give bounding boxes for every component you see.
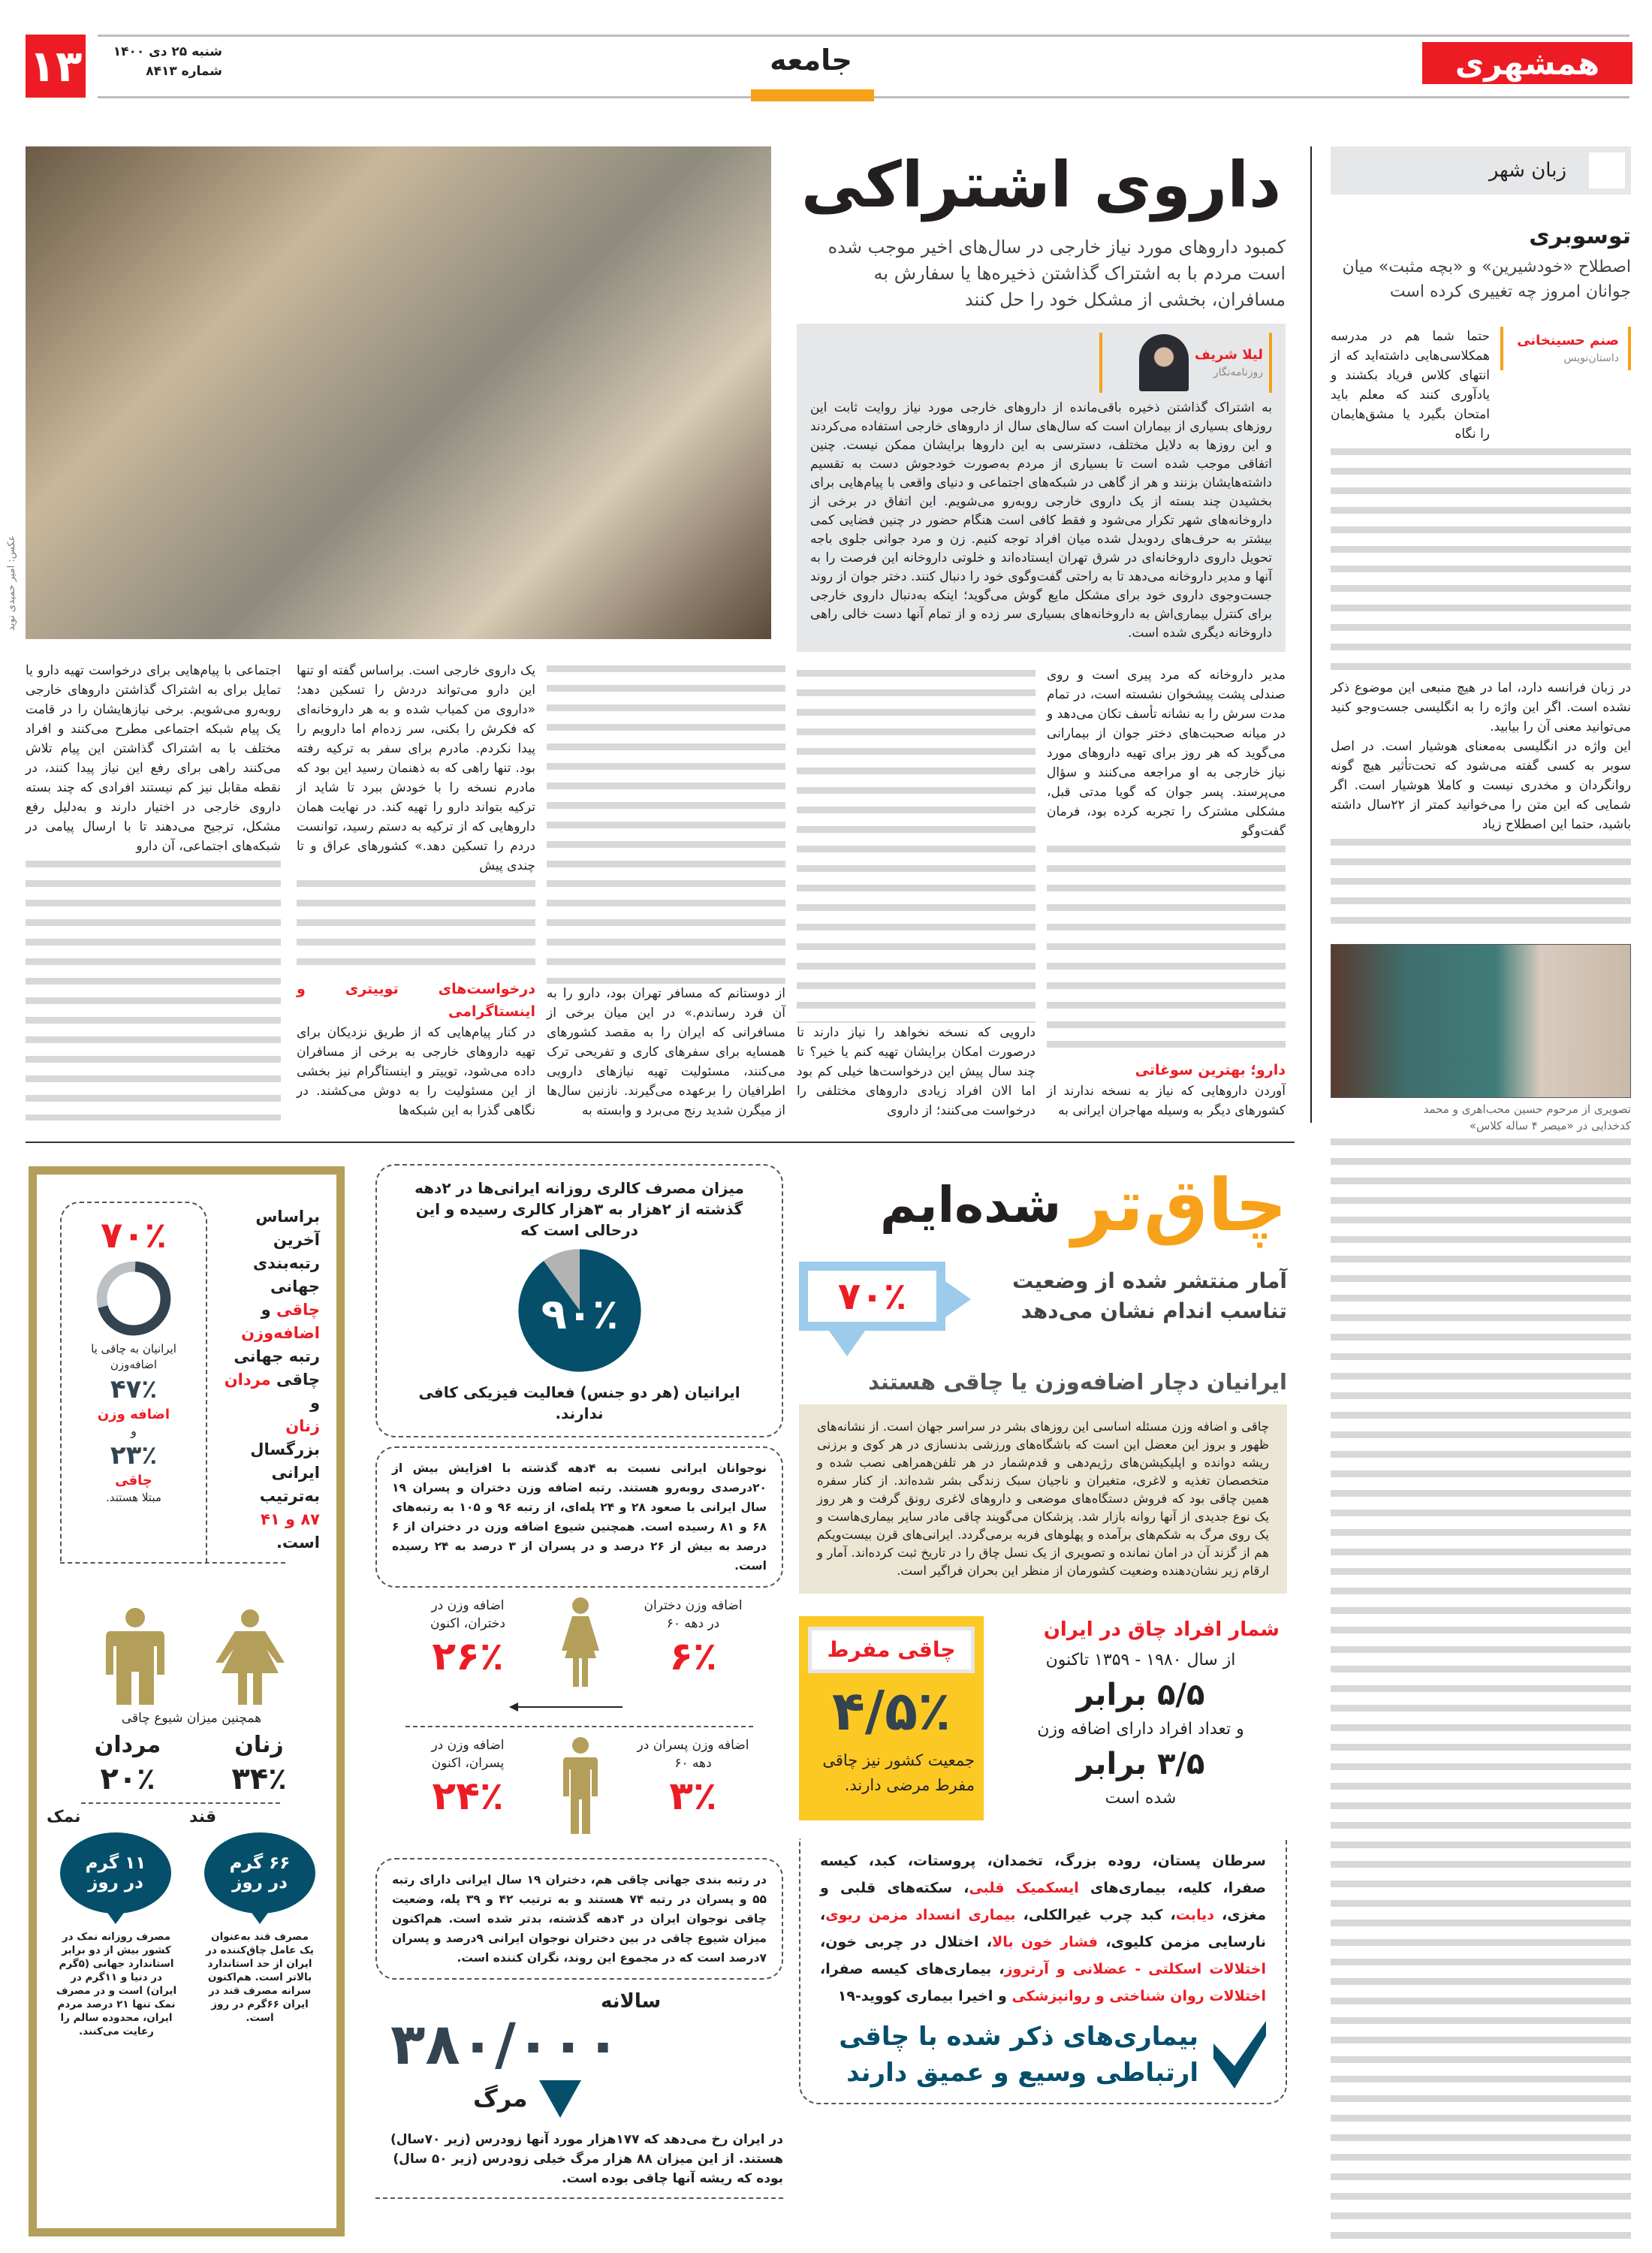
article-column-5: [26, 661, 281, 1120]
diseases-list: [820, 1847, 1266, 2010]
lead-text: به اشتراک گذاشتن ذخیره باقی‌مانده از داروهای خارجی مورد نیاز روایت ثابت این روزهای بسیاری از بیماران است که سال‌های سال از داروهای خارجی استفاده می‌کردند و این روزها به دلایل مختلف، دسترسی به این داروها برایشان ممکن نیست. چنین اتفاقی موجب شده است تا بسیاری از مردم به‌صورت خودجوش دست به تقسیم داشته‌هایشان بزنند و هر از گاهی در شبکه‌های اجتماعی و دنیای واقعی با پیام‌هایی برای بخشیدن چند بسته از یک داروی خارجی روبه‌رو می‌شویم. این اتفاق در برخی از داروخانه‌های شهر تکرار می‌شود و فقط کافی است هنگام حضور در چنین فضایی کمی بیشتر به حرف‌های ردوبدل شده میان افراد توجه کنیم. زن و مرد جوانی جلوی باجه تحویل داروی داروخانه‌ای در شرق تهران ایستاده‌اند و خلوتی داروخانه این فرصت را به آنها و مدیر داروخانه می‌دهد تا به راحتی گفت‌وگوی خود را دنبال کنند. دختر جوان از روند جست‌وجوی داروی خود برای مشکل مایع گوش می‌گوید؛ اینکه به‌دنبال داروی خارجی برای کنترل بیماری‌اش به داروخانه‌های بسیاری سر زده و از تمام آنها دست خالی راهی داروخانه دیگری شده است.: [810, 400, 1272, 641]
women-label: زنان: [234, 1732, 284, 1758]
girl-figure-icon: [560, 1597, 601, 1687]
deaths-value: ۳۸۰/۰۰۰: [390, 2010, 621, 2077]
salt-text: مصرف روزانه نمک در کشور بیش از دو برابر استاندارد جهانی (۵گرم در دنیا و ۱۱گرم در ایران) است و در مصرف نمک تنها ۲۱ درصد مردم ایران، محدوده سالم را رعایت می‌کنند.: [56, 1931, 177, 2037]
sugar-tag: قند: [189, 1808, 217, 1826]
column-body-text: [297, 880, 535, 970]
women-value: ۳۴٪: [231, 1762, 287, 1796]
lead-box: [797, 324, 1286, 652]
author-role: داستان‌نویس: [1563, 352, 1619, 364]
sugar-bubble-tail-icon: [248, 1908, 272, 1924]
article-columns-right: [797, 665, 1286, 1120]
arrow-left-icon: [514, 1706, 623, 1708]
section-divider: [26, 1142, 1295, 1143]
deaths-annual-label: سالانه: [601, 1990, 662, 2013]
deaths-figure: [375, 1989, 783, 2121]
author-name: صنم حسینخانی: [1517, 333, 1619, 348]
column-subheading: درخواست‌های توییتری و اینستاگرامی: [297, 981, 535, 1020]
ranking-line: زنان بزرگسال: [250, 1417, 320, 1458]
check-icon: [1213, 2021, 1266, 2089]
obese-count-value-2: ۳/۵ برابر: [1076, 1747, 1205, 1781]
sidebar-body-text: [1331, 839, 1631, 936]
sidebar-photo: [1331, 944, 1631, 1098]
ranking-line: ۸۷ و ۴۱: [261, 1510, 320, 1528]
sidebar-body-text: [1331, 448, 1631, 674]
article-column-1: [1047, 665, 1286, 1120]
disease-text: سرطان پستان، روده بزرگ، تخمدان، پروستات، کبد، کیسه صفرا، کلیه، بیماری‌های: [820, 1853, 1266, 1896]
donut-label: ایرانیان به چاقی یا اضافه‌وزن: [91, 1342, 176, 1371]
lead-author-role: روزنامه‌نگار: [1213, 366, 1263, 379]
ranking-line: چاقی مردان و: [224, 1371, 320, 1412]
ranking-box: در رتبه بندی جهانی چاقی هم، دختران ۱۹ سال ایرانی دارای رتبه ۵۵ و پسران در رتبه ۷۴ هستند و به ترتیب ۴۲ و ۳۹ پله، وضعیت چاقی نوجوان ایران در ۴دهه گذشته، بدتر شده است. هم‌اکنون میزان شیوع چاقی در بین دختران نوجوان ایرانی ۹درصد و پسران ۷درصد است که در مجموع این روند، نگران کننده است.: [375, 1858, 783, 1980]
article-subheadline: کمبود داروهای مورد نیاز خارجی در سال‌های اخیر موجب شده است مردم با به اشتراک گذاشتن ذخیره‌ها یا سفارش به مسافران، بخشی از مشکل خود را حل کنند: [828, 237, 1286, 310]
girls-row: [411, 1597, 749, 1717]
ranking-line: به‌ترتیب: [259, 1487, 320, 1505]
deaths-text: در ایران رخ می‌دهد که ۱۷۷هزار مورد آنها زودرس (زیر ۷۰سال) هستند. از این میزان ۸۸ هزار مرگ خیلی زودرس (زیر ۵۰ سال) بوده که ریشه آنها چاقی بوده است.: [390, 2132, 783, 2186]
arrow-head-icon: [509, 1703, 518, 1712]
deaths-separator: [375, 2197, 783, 2199]
column-text: اجتماعی با پیام‌هایی برای درخواست تهیه دارو یا تمایل برای به اشتراک گذاشتن داروهای خارجی روبه‌رو می‌شویم. برخی نیازهایشان را در قامت یک پیام شبکه اجتماعی مطرح می‌کنند و افراد مختلف با به اشتراک گذاشتن این پیام تلاش می‌کنند راهی برای رفع این نیاز پیدا کنند، در نقطه مقابل نیز کم نیستند افرادی که چند بسته داروی خارجی در اختیار دارند و به‌دلیل رفع مشکل، ترجیح می‌دهند تا با ارسال پیامی در شبکه‌های اجتماعی، آن دارو: [26, 663, 281, 854]
issue-date: شنبه ۲۵ دی ۱۴۰۰: [113, 44, 222, 59]
disease-highlight: بیماری انسداد مزمن ریوی: [825, 1907, 1016, 1923]
lead-author-name: لیلا شریف: [1194, 347, 1263, 363]
obese-count-period: از سال ۱۹۸۰ - ۱۳۵۹ تاکنون: [1045, 1651, 1236, 1669]
callout-box: [799, 1262, 945, 1331]
headline-black: شده‌ایم: [880, 1176, 1062, 1234]
article-column-4: [297, 661, 535, 1120]
woman-figure-icon: [214, 1609, 286, 1705]
man-figure-icon: [101, 1607, 169, 1705]
obese-count-title: شمار افراد چاق در ایران: [1043, 1618, 1280, 1641]
severe-text: جمعیت کشور نیز چاقی مفرط مرضی دارند.: [822, 1751, 975, 1794]
column-body-text: [26, 861, 281, 1120]
ranking-lines: [215, 1205, 320, 1555]
overweight-value: ۴۷٪: [110, 1374, 158, 1404]
triangle-down-icon: [539, 2080, 581, 2118]
ranking-line: ایرانی: [271, 1464, 320, 1482]
boys-row: [411, 1736, 749, 1849]
column-text: از دوستانم که مسافر تهران بود، دارو را به آن فرد رساندم.» در این میان برخی از مسافرانی که ایران را به مقصد کشورهای همسایه برای سفرهای کاری و تفریحی ترک می‌کنند، مسئولیت تهیه نیازهای دارویی اطرافیان را برعهده می‌گیرند. نازنین سال‌ها از میگرن شدید رنج می‌برد و وابسته به: [547, 986, 785, 1118]
calorie-after: ایرانیان (هر دو جنس) فعالیت فیزیکی کافی ندارند.: [418, 1383, 740, 1422]
sidebar-text-3: این واژه در انگلیسی به‌معنای هوشیار است. در اصل سوبر به کسی گفته می‌شود که تحت‌تأثیر هیچ گونه روانگردان و مخدری نیست و کاملا هوشیار است. اگر شمایی که این متن را می‌خوانید کمتر از ۲۲سال داشته باشید، حتما این اصطلاح زیاد: [1331, 739, 1631, 832]
disease-highlight: فشار خون بالا: [992, 1934, 1098, 1950]
sugar-bubble: ۶۶ گرم در روز: [204, 1832, 315, 1914]
ranking-line: است.: [276, 1534, 320, 1552]
callout-text: آمار منتشر شده از وضعیت تناسب اندام نشان می‌دهد: [1012, 1268, 1287, 1323]
men-value: ۲۰٪: [100, 1762, 155, 1796]
ranking-line: آخرین: [273, 1231, 320, 1249]
ranking-line: رتبه جهانی: [234, 1347, 320, 1365]
intro-box: چاقی و اضافه وزن مسئله اساسی این روزهای بشر در سراسر جهان است. از نشانه‌های ظهور و بروز این معضل این است که باشگاه‌های ورزشی بدنسازی در هر کوی و برزنی ریشه دوانده و اپلیکیشن‌های رژیم‌دهی و قدم‌شمار در هر تلفن‌همراهی نصب شده و متخصصان تغذیه و لاغری، متغیران و ناجیان سبک زندگی بشر شده‌اند. از کنار سفره همین چاقی بود که فروش دستگاه‌های موضعی و داروهای لاغری رونق گرفت و هر روز یک نوع جدیدی از آنها روانه بازار شد. پزشکان می‌گویند چاقی مادر سایر بیماری‌هاست و یک روی مرگ به شکم‌های برآمده و پهلوهای فربه برمی‌گردد. ایرانی‌های قرن بیست‌ویکم هم از گزند آن در امان نمانده و تصویری از یک نسل چاق را در تاریخ ثبت کرده‌اند. آمار و ارقام زیر نشان‌دهنده وضعیت کشورمان از منظر این بحران فراگیر است.: [799, 1404, 1287, 1594]
teens-box: نوجوانان ایرانی نسبت به ۴دهه گذشته با افزایش بیش از ۲۰درصدی روبه‌رو هستند. رتبه اضافه وزن دختران و پسران ۱۹ سال ایرانی با صعود ۲۸ و ۲۴ پله‌ای، از رتبه ۹۶ و ۱۰۵ به رتبه‌های ۶۸ و ۸۱ رسیده است. همچنین شیوع اضافه وزن در دختران از ۶ درصد به بیش از ۲۶ درصد و در پسران از ۳ درصد به ۲۴ رسیده است.: [375, 1446, 783, 1588]
ranking-line: جهانی: [270, 1277, 320, 1295]
sidebar-body-text: [1331, 1139, 1631, 2242]
suffer-label: مبتلا هستند.: [106, 1491, 161, 1504]
author-byline: [1500, 327, 1631, 370]
callout-after: ایرانیان دچار اضافه‌وزن یا چاقی هستند: [868, 1369, 1287, 1395]
overweight-donut-chart: [94, 1259, 173, 1338]
calorie-box: [375, 1164, 783, 1437]
ranking-line: رتبه‌بندی: [252, 1254, 320, 1272]
disease-text: ، کبد چرب غیرالکلی،: [1015, 1907, 1176, 1923]
page-number: ۱۳: [26, 35, 86, 98]
sidebar: [1331, 146, 1631, 2242]
infographic-headline: [799, 1157, 1287, 1254]
severe-obesity-box: [799, 1616, 984, 1820]
disease-text: ، اختلال در چربی خون،: [820, 1934, 993, 1950]
column-title: زبان شهر: [1488, 159, 1566, 182]
lead-author-byline: [1099, 333, 1272, 393]
section-title: جامعه: [770, 44, 852, 77]
column-text: آوردن داروهایی که نیاز به نسخه ندارند از کشورهای دیگر به وسیله مهاجران ایرانی به: [1047, 1084, 1286, 1118]
boys-then-value: ۳٪: [669, 1774, 717, 1819]
column-body-text: [797, 670, 1036, 1023]
obese-count-mid: و تعداد افراد دارای اضافه وزن: [1037, 1720, 1244, 1739]
overweight-box: [60, 1202, 207, 1562]
obese-value: ۲۳٪: [110, 1440, 158, 1470]
salt-bubble-tail-icon: [104, 1908, 128, 1924]
gender-separator: [81, 1802, 280, 1804]
callout-pointer-icon: [945, 1281, 971, 1317]
calorie-title: میزان مصرف کالری روزانه ایرانی‌ها در ۲دهه گذشته از ۲هزار به ۳هزار کالری رسیده و این درحالی است که: [415, 1179, 744, 1239]
callout-value: ۷۰٪: [808, 1271, 936, 1322]
article-main: [797, 140, 1286, 1120]
gender-box-bottom: [60, 1562, 285, 1564]
infographic-right: [799, 1157, 1287, 2104]
obese-label: چاقی: [115, 1473, 152, 1488]
salt-bubble: ۱۱ گرم در روز: [60, 1832, 171, 1914]
section-accent-bar: [751, 89, 874, 101]
boys-now-value: ۲۴٪: [432, 1774, 504, 1819]
issue-number: شماره ۸۴۱۳: [146, 64, 222, 79]
sidebar-photo-caption: تصویری از مرحوم حسین محب‌اهری و محمد کدخدایی در «میصر ۴ ساله کلاس»: [1423, 1102, 1631, 1133]
callout: [799, 1262, 1287, 1359]
sidebar-title: توسوبری: [1529, 223, 1631, 249]
obese-count-end: شده است: [1105, 1789, 1177, 1808]
article-headline: داروی اشتراکی: [800, 148, 1282, 222]
infographic-middle: [375, 1164, 783, 2199]
sidebar-intro: [1331, 327, 1631, 444]
column-icon-box: [1589, 152, 1625, 189]
and-label: و: [131, 1424, 137, 1438]
ranking-line: چاقی و: [261, 1301, 320, 1319]
headline-orange: چاق‌تر: [1072, 1163, 1287, 1247]
author-avatar: [1139, 334, 1189, 391]
column-text: یک داروی خارجی است. براساس گفته او تنها این دارو می‌تواند دردش را تسکین دهد؛ «داروی من کمیاب شده و به هر داروخانه‌ای که فکرش را بکنی، سر زده‌ام اما دارویم را پیدا نکردم. مادرم برای سفر به ترکیه رفته بود. تنها راهی که به ذهنمان رسید این بود که مادرم نسخه را با خودش ببرد تا شاید از ترکیه بتواند دارو را تهیه کند. در نهایت همان داروهایی که از ترکیه به دستم رسید، توانست دردم را تسکین دهد.» کشورهای عراق و تا چندی پیش: [297, 663, 535, 873]
teens-separator: [405, 1726, 753, 1727]
column-body-text: [1047, 846, 1286, 1051]
disease-text: و اخیرا بیماری کووید-۱۹: [837, 1988, 1012, 2004]
sidebar-subtitle: اصطلاح «خودشیرین» و «بچه مثبت» میان جوانان امروز چه تغییری کرده است: [1342, 258, 1631, 301]
disease-highlight: اختلالات روان شناختی و روانپزشکی: [1011, 1988, 1266, 2004]
header-top-rule: [98, 35, 1629, 37]
severe-value: ۴/۵٪: [831, 1679, 951, 1742]
girls-now-label: اضافه وزن در دختران، اکنون: [430, 1598, 505, 1631]
article-column-3: [547, 661, 785, 1120]
column-text: دارویی که نسخه نخواهد را نیاز دارند تا درصورت امکان برایشان تهیه کنم یا خیر؟ تا چند سال پیش این درخواست‌ها خیلی کم بود اما الان افراد زیادی داروهای مختلفی را درخواست می‌کنند؛ از داروی: [797, 1025, 1036, 1118]
callout-pointer-down-icon: [829, 1331, 865, 1356]
diseases-box: [799, 1838, 1287, 2104]
girls-now-value: ۲۶٪: [432, 1634, 504, 1679]
gender-intro: همچنین میزان شیوع چاقی: [121, 1711, 262, 1726]
girls-then-value: ۶٪: [669, 1634, 717, 1679]
disease-text: ، سکته‌های قلبی و مغزی،: [820, 1880, 1266, 1923]
salt-tag: نمک: [47, 1808, 81, 1826]
column-header: [1331, 146, 1631, 195]
obese-count-value-1: ۵/۵ برابر: [1076, 1678, 1205, 1712]
men-label: مردان: [94, 1732, 161, 1758]
overweight-label: اضافه وزن: [97, 1407, 170, 1422]
disease-text: ، بیماری‌های کیسه صفرا،: [820, 1961, 1005, 1977]
diseases-conclusion: بیماری‌های ذکر شده با چاقی ارتباطی وسیع و عمیق دارند: [839, 2022, 1198, 2088]
boys-now-label: اضافه وزن در پسران، اکنون: [431, 1738, 505, 1771]
article-photo: [26, 146, 771, 639]
ranking-line: اضافه‌وزن: [241, 1324, 320, 1342]
column-text: مدیر داروخانه که مرد پیری است و روی صندلی پشت پیشخوان نشسته است، در تمام مدت سرش را به نشانه تأسف تکان می‌دهد و در میانه صحبت‌های دختر جوان از بیمارانی می‌گوید که هر روز برای تهیه داروهای مورد نیاز خارجی به او مراجعه می‌کنند و سؤال می‌پرسند. پسر جوان که گویا مدتی قبل، مشکلی مشترک را تجربه کرده بود، فرمان گفت‌وگو: [1047, 668, 1286, 839]
pie-value: ۹۰٪: [541, 1289, 618, 1339]
deaths-label: مرگ: [473, 2084, 528, 2113]
ranking-line: براساس: [255, 1208, 320, 1226]
girls-then-label: اضافه وزن دختران در دهه ۶۰: [644, 1598, 743, 1631]
stats-row: [799, 1616, 1287, 1820]
disease-highlight: ایسکمیک قلبی: [969, 1880, 1079, 1896]
disease-text: ، نارسایی مزمن کلیوی،: [820, 1907, 1266, 1950]
boys-then-label: اضافه وزن پسران در دهه ۶۰: [637, 1738, 749, 1771]
column-subheading: دارو؛ بهترین سوغاتی: [1135, 1062, 1286, 1078]
sidebar-intro-text: حتما شما هم در مدرسه همکلاسی‌هایی داشته‌اید که از انتهای کلاس فریاد بکشند و یادآوری کنند که معلم باید امتحان بگیرد یا مشق‌هایمان را نگاه: [1331, 329, 1490, 442]
disease-highlight: اختلالات اسکلتی - عضلانی و آرتروز: [1004, 1961, 1267, 1977]
column-text: در کنار پیام‌هایی که از طریق نزدیکان برای تهیه داروهای خارجی به برخی از مسافران داده می‌شود، توییتر و اینستاگرام نیز بخشی از این مسئولیت را به دوش می‌کشند. در نگاهی گذرا به این شبکه‌ها: [297, 1025, 535, 1118]
photo-credit: عکس: امیر حمیدی نوید: [6, 535, 17, 631]
obese-count: [994, 1616, 1287, 1810]
column-body-text: [547, 665, 785, 984]
article-column-2: [797, 665, 1036, 1120]
disease-highlight: دیابت: [1175, 1907, 1215, 1923]
sugar-text: مصرف قند به‌عنوان یک عامل چاق‌کننده در ایران از حد استاندارد بالاتر است. هم‌اکنون سرانه مصرف قند در ایران ۶۶گرم در روز است.: [206, 1931, 314, 2024]
sidebar-text-2: در زبان فرانسه دارد، اما در هیچ منبعی این موضوع ذکر نشده است. اگر این واژه را به انگلیسی جست‌وجو کنید می‌توانید معنی آن را بیابید.: [1331, 680, 1631, 734]
newspaper-logo: همشهری: [1422, 42, 1632, 84]
boy-figure-icon: [560, 1736, 601, 1834]
sidebar-divider: [1310, 146, 1312, 1123]
overweight-headline-value: ۷۰٪: [101, 1214, 167, 1256]
issue-info: [95, 42, 222, 81]
calorie-pie-chart: [516, 1247, 644, 1374]
severe-label: چاقی مفرط: [808, 1627, 975, 1673]
